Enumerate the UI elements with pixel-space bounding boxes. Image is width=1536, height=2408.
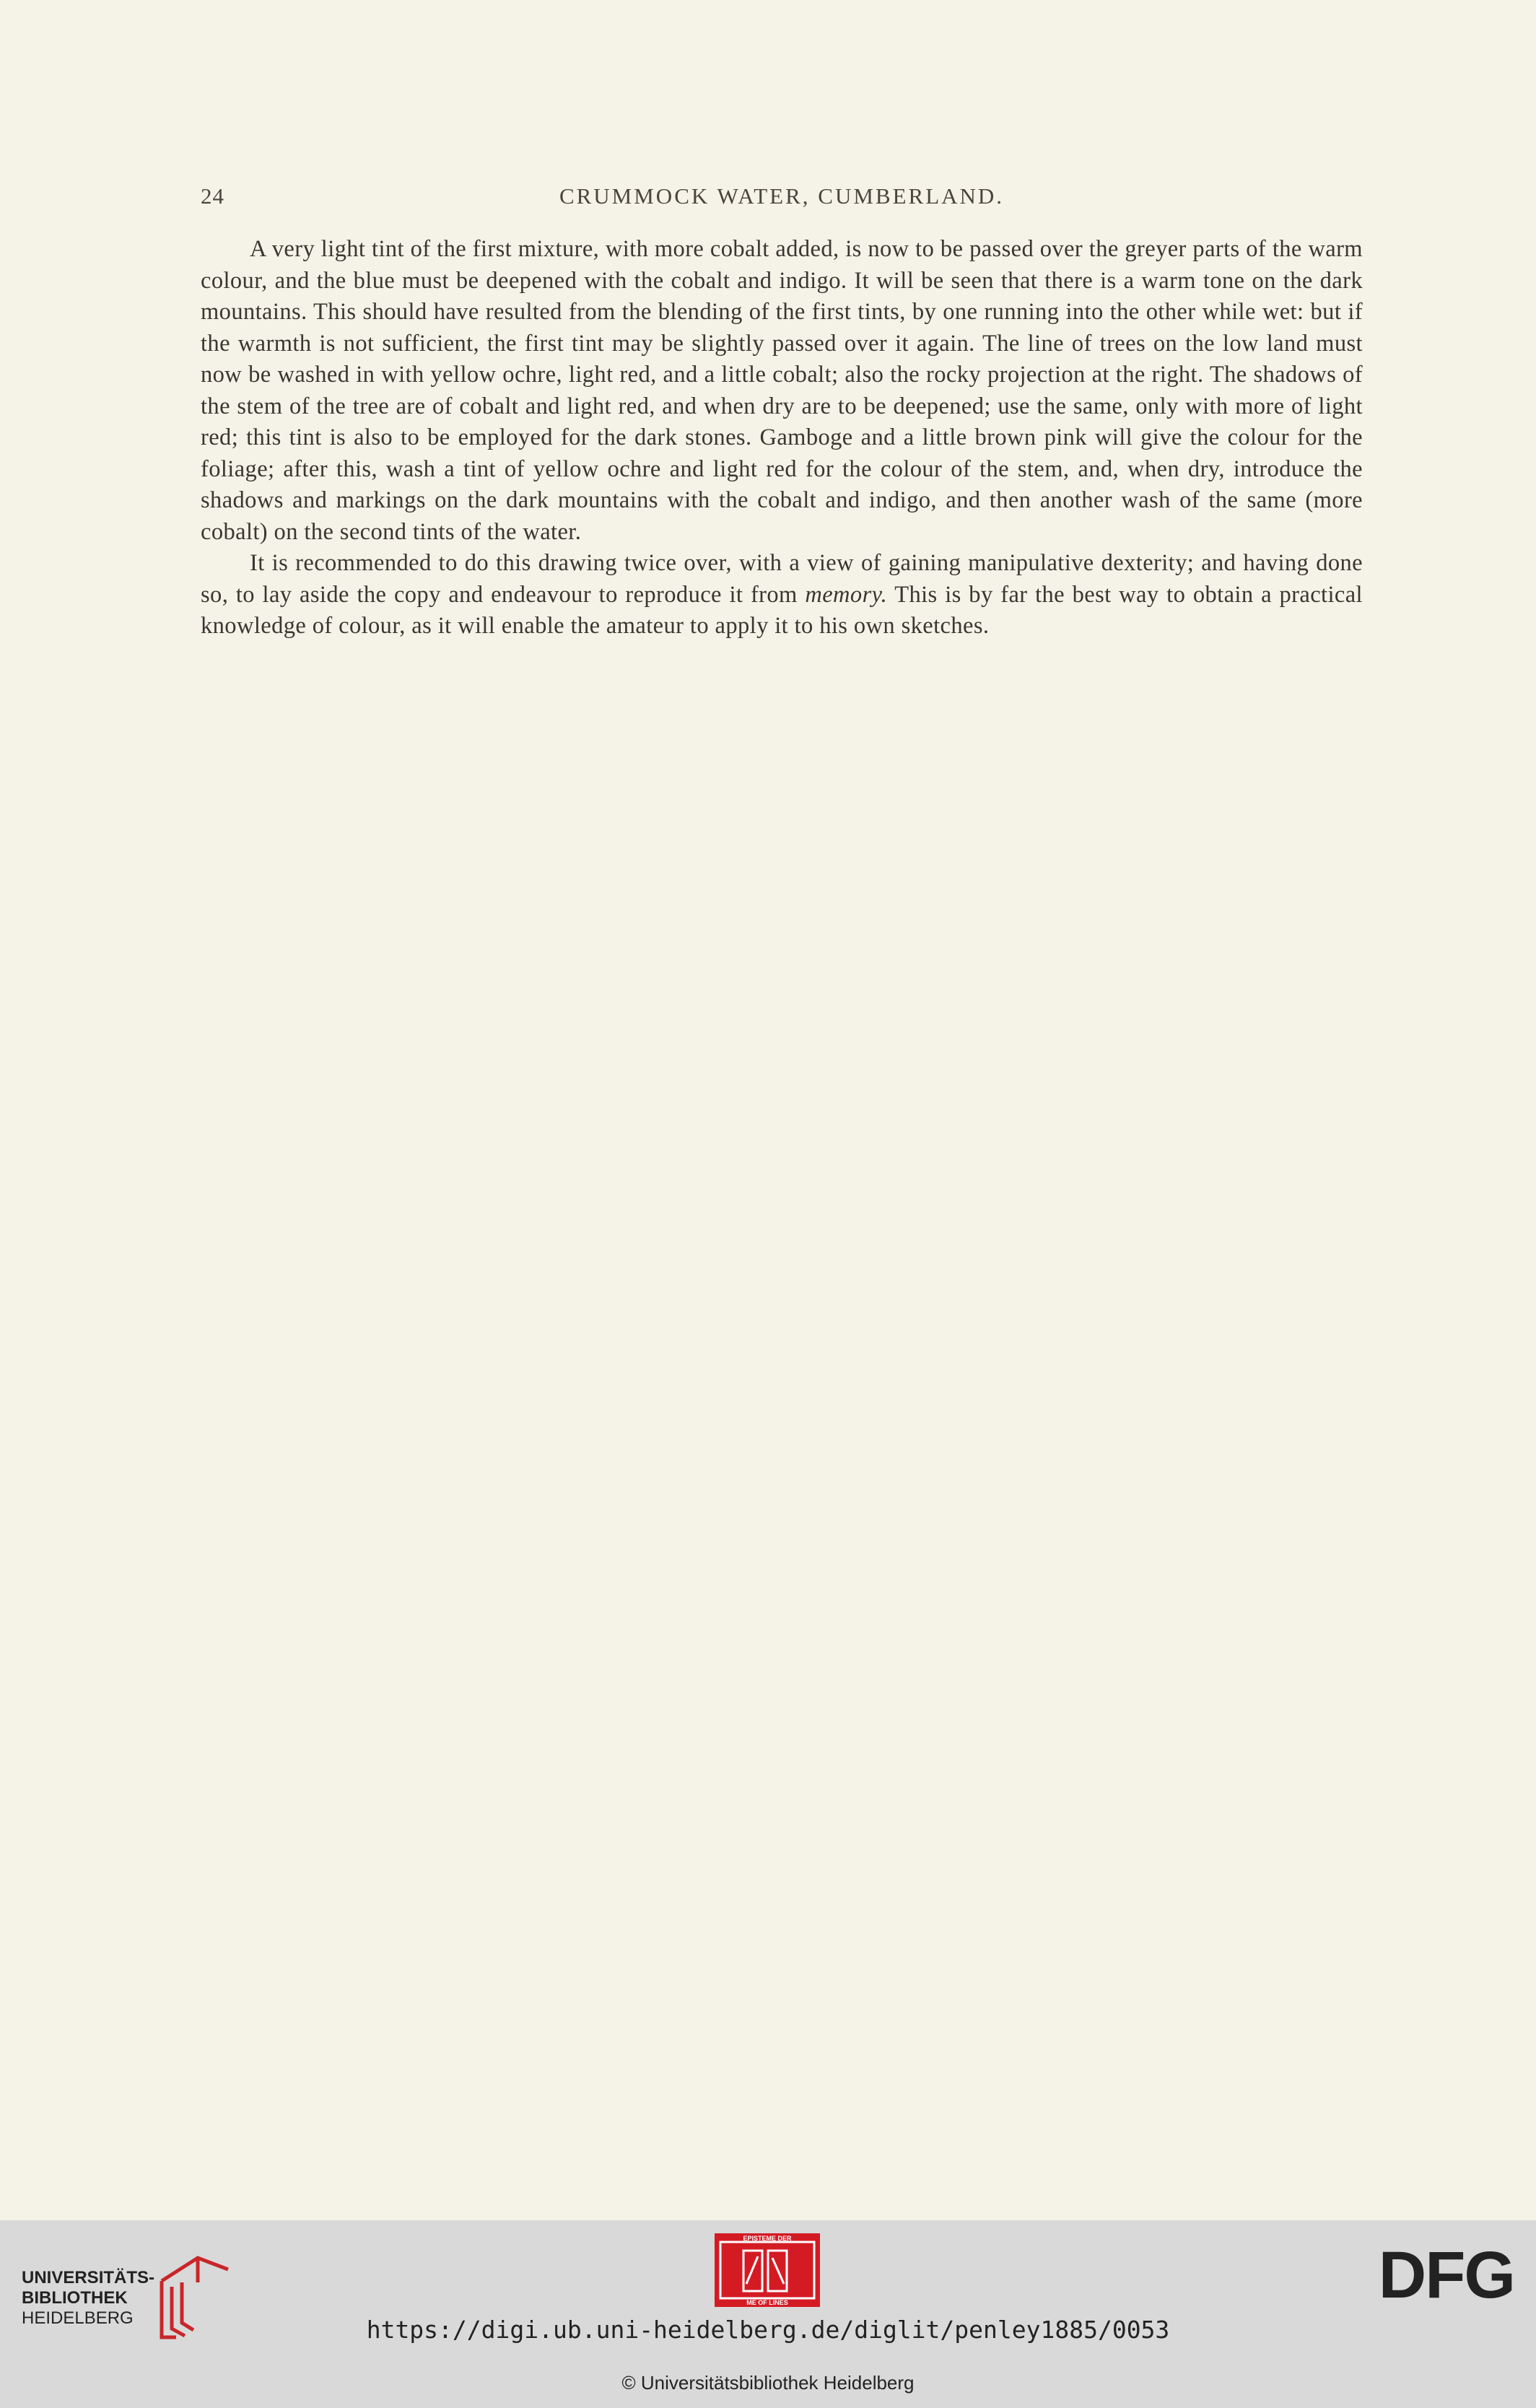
digitization-footer (0, 2220, 1536, 2408)
paragraph-2 (201, 548, 1363, 642)
episteme-logo-top-text: EPISTEME DER (743, 2235, 792, 2242)
dfg-logo[interactable]: DFG (1378, 2238, 1514, 2312)
episteme-logo-bottom-text: ME OF LINES (746, 2299, 788, 2306)
copyright-notice: © Universitätsbibliothek Heidelberg (621, 2372, 915, 2394)
page-number: 24 (201, 183, 224, 209)
body-text (201, 234, 1363, 642)
permalink-url[interactable]: https://digi.ub.uni-heidelberg.de/diglit/penley1885/0053 (366, 2316, 1170, 2344)
paragraph-1: A very light tint of the first mixture, with more cobalt added, is now to be passed over the greyer parts of the warm colour, and the blue must be deepened with the cobalt and indigo. It will be seen that there is a warm tone on the dark mountains. This should have resulted from the blending of the first tints, by one running into the other while wet: but if the warmth is not sufficient, the first tint may be slightly passed over it again. The line of trees on the low land must now be washed in with yellow ochre, light red, and a little cobalt; also the rocky projection at the right. The shadows of the stem of the tree are of cobalt and light red, and when dry are to be deepened; use the same, only with more of light red; this tint is also to be employed for the dark stones. Gamboge and a little brown pink will give the colour for the foliage; after this, wash a tint of yellow ochre and light red for the colour of the stem, and, when dry, introduce the shadows and markings on the dark mountains with the cobalt and indigo, and then another wash of the same (more cobalt) on the second tints of the water. (201, 236, 1363, 545)
emphasis-memory: memory. (805, 581, 888, 608)
library-name-line2: BIBLIOTHEK (22, 2288, 128, 2308)
episteme-logo[interactable] (715, 2233, 820, 2307)
episteme-logo-icon (715, 2233, 820, 2307)
page-title: CRUMMOCK WATER, CUMBERLAND. (559, 183, 1005, 209)
library-name-line1: UNIVERSITÄTS- (22, 2268, 155, 2287)
library-name-line3: HEIDELBERG (22, 2308, 134, 2328)
paragraph-2-end: This is by far the best way to obtain a practical knowledge of colour, as it will enable the amateur to apply it to his own sketches. (201, 581, 1363, 639)
paragraph-2-start: It is recommended to do this drawing twice over, with a view of gaining manipulative dexterity; and having done so, to lay aside the copy and endeavour to reproduce it from (201, 550, 1363, 608)
running-head (201, 183, 1363, 212)
